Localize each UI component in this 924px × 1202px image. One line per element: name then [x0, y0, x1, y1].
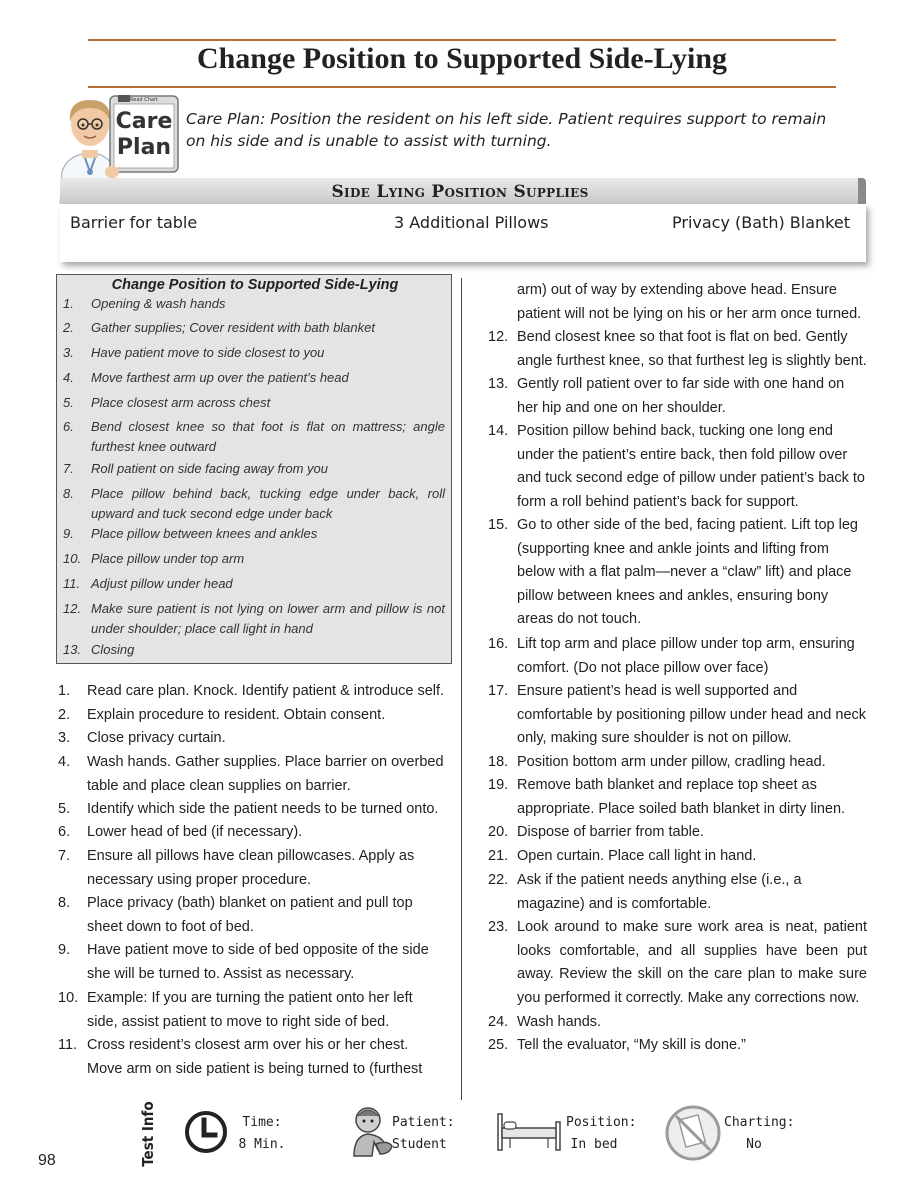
- time-info: [232, 1112, 292, 1156]
- page-title: Change Position to Supported Side-Lying: [196, 42, 728, 75]
- position-info: [566, 1112, 637, 1156]
- summary-text: Closing: [91, 642, 135, 657]
- step-num: 24.: [488, 1014, 509, 1030]
- no-charting-icon: [664, 1104, 722, 1167]
- supplies-box: [60, 178, 866, 262]
- summary-num: 5.: [63, 395, 74, 410]
- step-text: Position bottom arm under pillow, cradling head.: [517, 754, 826, 770]
- step-text: Place privacy (bath) blanket on patient and pull top sheet down to foot of bed.: [87, 895, 413, 935]
- summary-text: Have patient move to side closest to you: [91, 345, 325, 360]
- position-value: In bed: [570, 1137, 618, 1152]
- step-text: Cross resident’s closest arm over his or her chest. Move arm on side patient is being turned to (furthest: [87, 1037, 423, 1077]
- test-info: [128, 1100, 168, 1170]
- step-text: Read care plan. Knock. Identify patient & introduce self.: [87, 683, 445, 699]
- step-text: Go to other side of the bed, facing patient. Lift top leg (supporting knee and ankle joints and lifting from below with a flat palm—never a “claw” lift) and place pillow between knees and ankles, ensuring bony areas do not touch.: [517, 517, 858, 627]
- summary-num: 2.: [63, 320, 74, 335]
- step-num: 5.: [58, 801, 71, 817]
- read-chart-label: Read Chart: [130, 97, 158, 103]
- step-text: Identify which side the patient needs to be turned onto.: [87, 801, 439, 817]
- summary-text: Bend closest knee so that foot is flat on mattress; angle furthest knee outward: [91, 419, 445, 454]
- summary-text: Place pillow under top arm: [91, 551, 245, 566]
- patient-icon: [348, 1104, 398, 1165]
- summary-num: 6.: [63, 419, 74, 434]
- charting-value: No: [746, 1137, 762, 1152]
- step-text: Have patient move to side of bed opposite of the side she will be turned to. Assist as necessary.: [87, 942, 429, 982]
- step-num: 20.: [488, 824, 509, 840]
- time-label: Time:: [242, 1115, 282, 1130]
- step-num: 7.: [58, 848, 71, 864]
- step-num: 1.: [58, 683, 71, 699]
- page-number: 98: [38, 1152, 56, 1169]
- step-text: Bend closest knee so that foot is flat on bed. Gently angle furthest knee, so that furthest leg is slightly bent.: [517, 329, 867, 369]
- summary-text: Place closest arm across chest: [91, 395, 271, 410]
- title-underline: [88, 86, 836, 88]
- step-text: Example: If you are turning the patient onto her left side, assist patient to move to right side of bed.: [87, 990, 413, 1030]
- summary-num: 13.: [63, 642, 82, 657]
- summary-num: 1.: [63, 296, 74, 311]
- step-num: 8.: [58, 895, 71, 911]
- bed-icon: [496, 1110, 564, 1157]
- step-num: 3.: [58, 730, 71, 746]
- time-value: 8 Min.: [238, 1137, 286, 1152]
- step-num: 9.: [58, 942, 71, 958]
- step-num: 10.: [58, 990, 79, 1006]
- summary-text: Gather supplies; Cover resident with bath blanket: [91, 320, 375, 335]
- column-divider: [461, 278, 462, 1100]
- supply-item: Privacy (Bath) Blanket: [672, 213, 850, 232]
- step-num: 22.: [488, 872, 509, 888]
- summary-num: 3.: [63, 345, 74, 360]
- summary-num: 11.: [63, 576, 81, 591]
- summary-num: 7.: [63, 461, 74, 476]
- summary-num: 8.: [63, 486, 74, 501]
- step-text: Explain procedure to resident. Obtain consent.: [87, 707, 386, 723]
- step-num: 2.: [58, 707, 71, 723]
- step-num: 21.: [488, 848, 509, 864]
- summary-num: 12.: [63, 601, 82, 616]
- summary-text: Place pillow behind back, tucking edge under back, roll upward and tuck second edge under back: [91, 486, 445, 521]
- test-info-label: Test Info: [139, 1101, 157, 1167]
- clock-icon: [184, 1110, 228, 1159]
- summary-text: Place pillow between knees and ankles: [91, 526, 318, 541]
- care-plan-text: Care Plan: Position the resident on his left side. Patient requires support to remain on his side and is unable to assist with turning.: [186, 110, 827, 150]
- step-text: Ask if the patient needs anything else (i.e., a magazine) and is comfortable.: [517, 872, 802, 912]
- summary-box: [56, 274, 452, 664]
- patient-info: [392, 1112, 455, 1156]
- summary-title: Change Position to Supported Side-Lying: [111, 277, 399, 293]
- step-text: Position pillow behind back, tucking one long end under the patient’s entire back, then fold pillow over and tuck second edge of pillow under patient’s back to form a roll behind patient’s back for support.: [517, 423, 865, 510]
- charting-info: [724, 1112, 795, 1156]
- step-num: 4.: [58, 754, 71, 770]
- step-text: Close privacy curtain.: [87, 730, 226, 746]
- step-num: 6.: [58, 824, 71, 840]
- step-num: 11.: [58, 1037, 78, 1053]
- summary-num: 10.: [63, 551, 82, 566]
- top-rule: [88, 39, 836, 41]
- step-text: Open curtain. Place call light in hand.: [517, 848, 757, 864]
- step-num: 14.: [488, 423, 509, 439]
- step-text: arm) out of way by extending above head. Ensure patient will not be lying on his or her arm once turned.: [517, 282, 862, 322]
- charting-label: Charting:: [724, 1115, 795, 1130]
- step-num: 19.: [488, 777, 509, 793]
- step-text: Lift top arm and place pillow under top arm, ensuring comfort. (Do not place pillow over face): [517, 636, 855, 676]
- step-text: Dispose of barrier from table.: [517, 824, 704, 840]
- summary-text: Make sure patient is not lying on lower arm and pillow is not under shoulder; place call light in hand: [91, 601, 445, 636]
- step-num: 12.: [488, 329, 509, 345]
- position-label: Position:: [566, 1115, 637, 1130]
- summary-text: Move farthest arm up over the patient’s head: [91, 370, 349, 385]
- care-badge-line2: Plan: [116, 135, 172, 160]
- supply-item: Barrier for table: [70, 213, 198, 232]
- step-text: Wash hands.: [517, 1014, 602, 1030]
- step-text: Tell the evaluator, “My skill is done.”: [517, 1037, 746, 1053]
- step-text: Wash hands. Gather supplies. Place barrier on overbed table and place clean supplies on barrier.: [87, 754, 444, 794]
- step-num: 15.: [488, 517, 509, 533]
- supplies-list: [60, 204, 866, 262]
- care-badge-line1: Care: [115, 109, 173, 134]
- step-text: Look around to make sure work area is neat, patient looks comfortable, and all supplies have been put away. Review the skill on the care plan to make sure you performed it correctly. Make any corrections now.: [517, 919, 867, 1006]
- supply-item: 3 Additional Pillows: [394, 213, 549, 232]
- summary-num: 9.: [63, 526, 74, 541]
- patient-label: Patient:: [392, 1115, 455, 1130]
- step-num: 18.: [488, 754, 509, 770]
- step-num: 25.: [488, 1037, 509, 1053]
- supplies-title: Side Lying Position Supplies: [331, 182, 589, 202]
- step-text: Remove bath blanket and replace top sheet as appropriate. Place soiled bath blanket in dirty linen.: [517, 777, 846, 817]
- summary-text: Roll patient on side facing away from you: [91, 461, 329, 476]
- summary-text: Adjust pillow under head: [91, 576, 233, 591]
- step-text: Lower head of bed (if necessary).: [87, 824, 303, 840]
- step-text: Gently roll patient over to far side with one hand on her hip and one on her shoulder.: [517, 376, 845, 416]
- step-num: 23.: [488, 919, 509, 935]
- patient-value: Student: [392, 1137, 447, 1152]
- step-num: 17.: [488, 683, 509, 699]
- summary-num: 4.: [63, 370, 74, 385]
- step-num: 13.: [488, 376, 509, 392]
- summary-text: Opening & wash hands: [91, 296, 226, 311]
- step-num: 16.: [488, 636, 509, 652]
- step-text: Ensure patient’s head is well supported and comfortable by positioning pillow under head and neck only, making sure shoulder is not on pillow.: [517, 683, 867, 746]
- step-text: Ensure all pillows have clean pillowcases. Apply as necessary using proper procedure.: [87, 848, 415, 888]
